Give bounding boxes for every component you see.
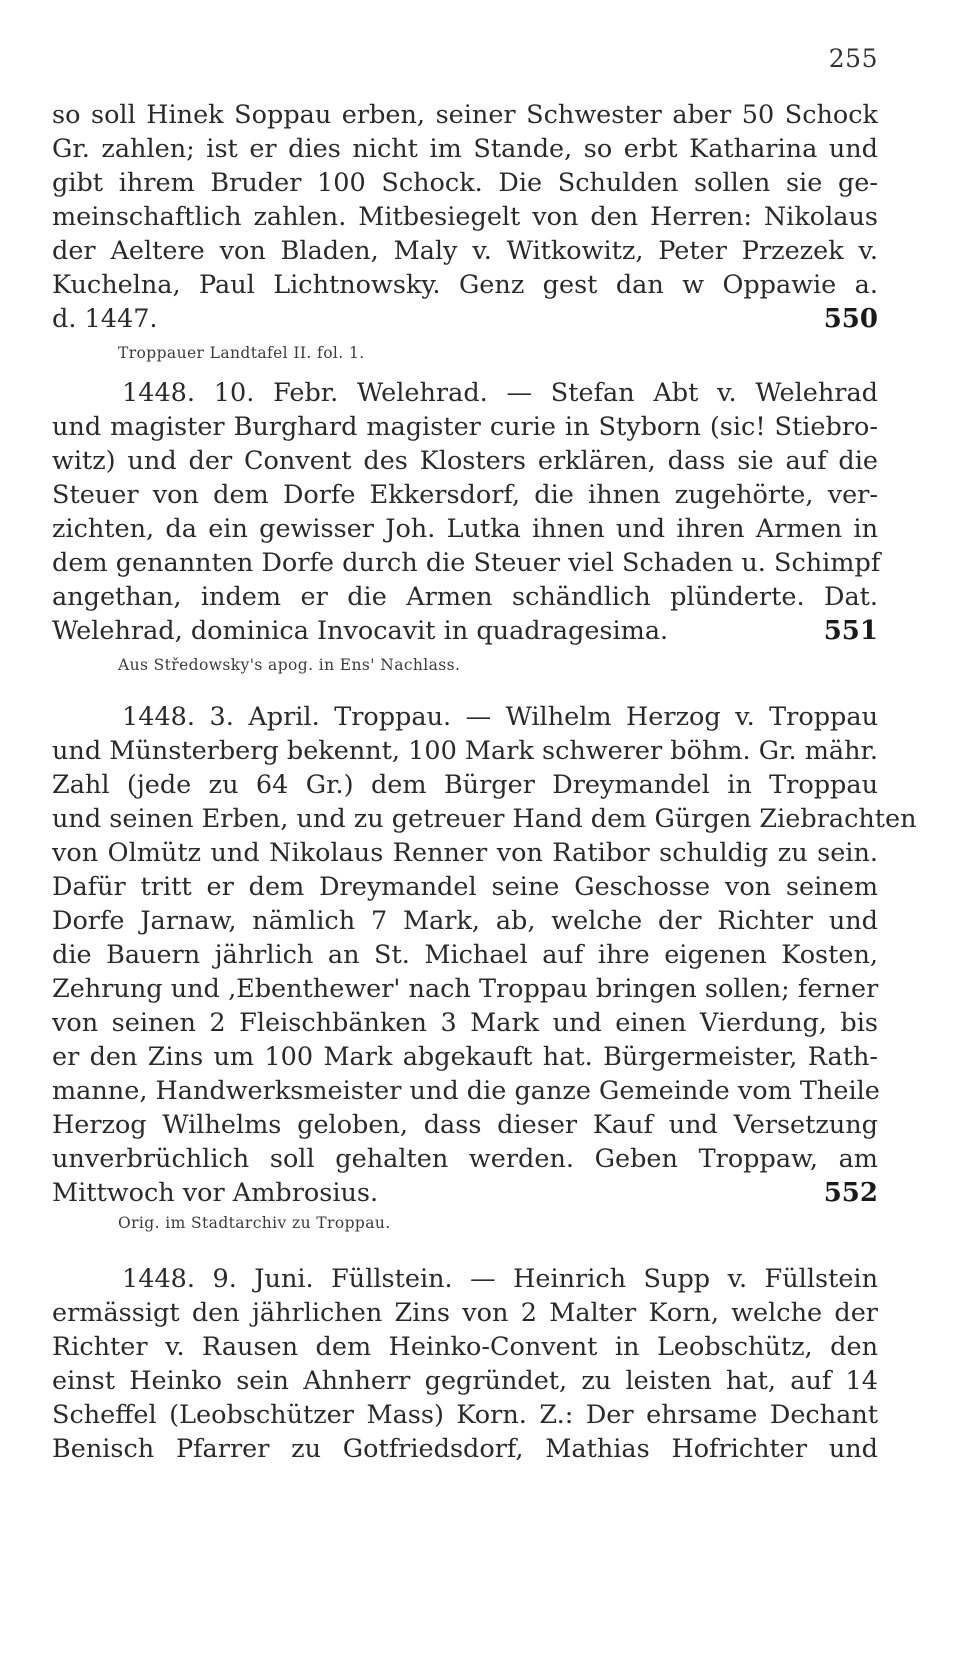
source-note: Aus Středowsky's apog. in Ens' Nachlass.: [118, 656, 461, 674]
text-line: witz) und der Convent des Klosters erklären, dass sie auf die: [52, 446, 878, 476]
text-line: Kuchelna, Paul Lichtnowsky. Genz gest dan w Oppawie a.: [52, 270, 878, 300]
entry-last-line: [52, 302, 878, 336]
regest-number: 552: [823, 1178, 878, 1208]
entry-553: [52, 1262, 878, 1466]
text-line: angethan, indem er die Armen schändlich plünderte. Dat.: [52, 582, 878, 612]
text-line: manne, Handwerksmeister und die ganze Gemeinde vom Theile: [52, 1076, 880, 1106]
text-line: Dorfe Jarnaw, nämlich 7 Mark, ab, welche der Richter und: [52, 906, 878, 936]
text-line: Gr. zahlen; ist er dies nicht im Stande, so erbt Katharina und: [52, 134, 878, 164]
entry-550: [52, 98, 878, 336]
entry-551: [52, 376, 881, 648]
text-line: dem genannten Dorfe durch die Steuer viel Schaden u. Schimpf: [52, 548, 881, 578]
text-line: 1448. 3. April. Troppau. — Wilhelm Herzog v. Troppau: [122, 702, 878, 732]
text-line: von seinen 2 Fleischbänken 3 Mark und einen Vierdung, bis: [52, 1008, 878, 1038]
text-line: und magister Burghard magister curie in Styborn (sic! Stiebro-: [52, 412, 878, 442]
text-line: ermässigt den jährlichen Zins von 2 Malter Korn, welche der: [52, 1298, 878, 1328]
entry-last-line: [52, 614, 878, 648]
entry-552: [52, 700, 917, 1210]
text-line: die Bauern jährlich an St. Michael auf ihre eigenen Kosten,: [52, 940, 878, 970]
text-line: gibt ihrem Bruder 100 Schock. Die Schulden sollen sie ge-: [52, 168, 878, 198]
text-line: Benisch Pfarrer zu Gotfriedsdorf, Mathias Hofrichter und: [52, 1434, 878, 1464]
text-line: Zahl (jede zu 64 Gr.) dem Bürger Dreymandel in Troppau: [52, 770, 878, 800]
regest-number: 550: [823, 304, 878, 334]
text-line: von Olmütz und Nikolaus Renner von Ratibor schuldig zu sein.: [52, 838, 878, 868]
page-number: 255: [828, 44, 878, 73]
text-line: 1448. 10. Febr. Welehrad. — Stefan Abt v. Welehrad: [122, 378, 878, 408]
entry-last-line: [52, 1176, 878, 1210]
text-line: der Aeltere von Bladen, Maly v. Witkowitz, Peter Przezek v.: [52, 236, 878, 266]
regest-number: 551: [823, 616, 878, 646]
text-line: Steuer von dem Dorfe Ekkersdorf, die ihnen zugehörte, ver-: [52, 480, 878, 510]
text-line: Herzog Wilhelms geloben, dass dieser Kauf und Versetzung: [52, 1110, 878, 1140]
text-line: Mittwoch vor Ambrosius.: [52, 1178, 379, 1208]
text-line: Zehrung und ‚Ebenthewer' nach Troppau bringen sollen; ferner: [52, 974, 879, 1004]
text-line: unverbrüchlich soll gehalten werden. Geben Troppaw, am: [52, 1144, 878, 1174]
text-line: zichten, da ein gewisser Joh. Lutka ihnen und ihren Armen in: [52, 514, 878, 544]
text-line: Dafür tritt er dem Dreymandel seine Geschosse von seinem: [52, 872, 878, 902]
text-line: und Münsterberg bekennt, 100 Mark schwerer böhm. Gr. mähr.: [52, 736, 879, 766]
text-line: einst Heinko sein Ahnherr gegründet, zu leisten hat, auf 14: [52, 1366, 878, 1396]
source-note: Troppauer Landtafel II. fol. 1.: [118, 344, 365, 362]
text-line: d. 1447.: [52, 304, 158, 334]
text-line: Welehrad, dominica Invocavit in quadragesima.: [52, 616, 669, 646]
text-line: meinschaftlich zahlen. Mitbesiegelt von den Herren: Nikolaus: [52, 202, 878, 232]
text-line: und seinen Erben, und zu getreuer Hand dem Gürgen Ziebrachten: [52, 804, 917, 834]
text-line: 1448. 9. Juni. Füllstein. — Heinrich Supp v. Füllstein: [122, 1264, 878, 1294]
text-line: er den Zins um 100 Mark abgekauft hat. Bürgermeister, Rath-: [52, 1042, 878, 1072]
text-line: Richter v. Rausen dem Heinko-Convent in Leobschütz, den: [52, 1332, 878, 1362]
text-line: Scheffel (Leobschützer Mass) Korn. Z.: Der ehrsame Dechant: [52, 1400, 878, 1430]
text-line: so soll Hinek Soppau erben, seiner Schwester aber 50 Schock: [52, 100, 878, 130]
source-note: Orig. im Stadtarchiv zu Troppau.: [118, 1214, 391, 1232]
